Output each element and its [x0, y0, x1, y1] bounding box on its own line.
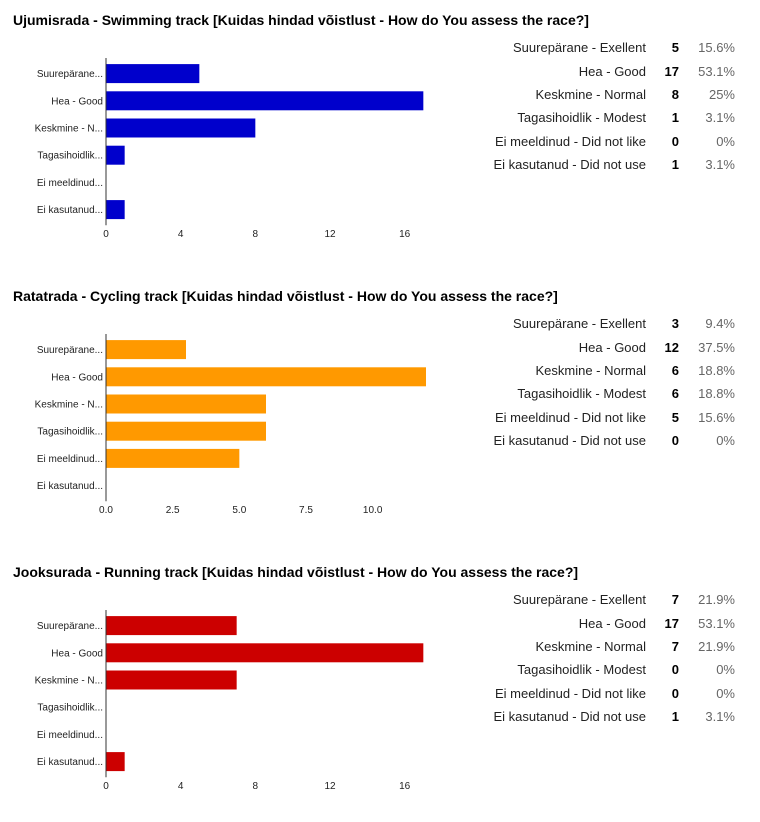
- cycling-bar-chart: [0, 276, 460, 546]
- bar: [106, 119, 255, 138]
- stats-percent: 0%: [716, 662, 735, 678]
- chart-title: Jooksurada - Running track [Kuidas hindad võistlust - How do You assess the race?]: [13, 564, 579, 580]
- stats-row: [460, 588, 735, 611]
- stats-label: Suurepärane - Exellent: [513, 40, 646, 56]
- bar: [106, 449, 239, 468]
- category-label: Ei kasutanud...: [36, 205, 103, 217]
- x-tick-label: 4: [177, 781, 184, 793]
- swimming-section: [0, 0, 760, 270]
- x-tick-label: 5.0: [232, 505, 247, 517]
- x-tick-label: 16: [399, 781, 411, 793]
- category-label: Tagasihoidlik...: [37, 702, 103, 714]
- cycling-section: [0, 276, 760, 546]
- bar: [106, 752, 125, 771]
- stats-label: Suurepärane - Exellent: [513, 592, 646, 608]
- stats-percent: 15.6%: [698, 409, 735, 425]
- stats-count: 7: [671, 638, 679, 654]
- chart-title: Ujumisrada - Swimming track [Kuidas hindad võistlust - How do You assess the race?]: [13, 12, 589, 28]
- stats-percent: 0%: [716, 685, 735, 701]
- stats-percent: 3.1%: [705, 709, 735, 725]
- stats-row: [460, 705, 735, 728]
- category-label: Keskmine - N...: [34, 123, 103, 135]
- stats-label: Tagasihoidlik - Modest: [517, 110, 646, 126]
- stats-percent: 3.1%: [705, 110, 735, 126]
- x-tick-label: 0: [103, 229, 109, 241]
- stats-count: 1: [671, 110, 679, 126]
- stats-row: [460, 406, 735, 429]
- x-tick-label: 4: [177, 229, 184, 241]
- category-label: Keskmine - N...: [34, 399, 103, 411]
- stats-label: Ei meeldinud - Did not like: [494, 685, 646, 701]
- stats-label: Ei meeldinud - Did not like: [494, 133, 646, 149]
- stats-count: 1: [671, 157, 679, 173]
- bar: [106, 64, 199, 83]
- swimming-bar-chart: [0, 0, 460, 270]
- x-tick-label: 12: [324, 229, 336, 241]
- stats-count: 8: [671, 86, 679, 102]
- category-label: Hea - Good: [51, 648, 103, 660]
- stats-row: [460, 153, 735, 176]
- cycling-stats-table: [460, 312, 735, 452]
- category-label: Ei meeldinud...: [36, 729, 103, 741]
- stats-row: [460, 382, 735, 405]
- stats-row: [460, 658, 735, 681]
- bar: [106, 146, 125, 165]
- stats-label: Keskmine - Normal: [535, 86, 646, 102]
- bar: [106, 367, 426, 386]
- stats-row: [460, 335, 735, 358]
- stats-percent: 53.1%: [698, 63, 735, 79]
- x-tick-label: 2.5: [165, 505, 180, 517]
- stats-count: 6: [671, 386, 679, 402]
- stats-row: [460, 635, 735, 658]
- x-tick-label: 16: [399, 229, 411, 241]
- running-section: [0, 552, 760, 822]
- category-label: Tagasihoidlik...: [37, 150, 103, 162]
- x-tick-label: 7.5: [299, 505, 313, 517]
- stats-percent: 3.1%: [705, 157, 735, 173]
- stats-label: Keskmine - Normal: [535, 638, 646, 654]
- stats-label: Ei kasutanud - Did not use: [493, 709, 646, 725]
- stats-percent: 21.9%: [698, 638, 735, 654]
- stats-percent: 18.8%: [698, 362, 735, 378]
- stats-row: [460, 312, 735, 335]
- stats-label: Ei kasutanud - Did not use: [493, 157, 646, 173]
- category-label: Ei meeldinud...: [36, 177, 103, 189]
- stats-percent: 15.6%: [698, 40, 735, 56]
- stats-count: 5: [671, 409, 679, 425]
- stats-row: [460, 106, 735, 129]
- stats-label: Keskmine - Normal: [535, 362, 646, 378]
- stats-percent: 25%: [708, 86, 735, 102]
- stats-count: 0: [671, 662, 679, 678]
- bar: [106, 395, 266, 414]
- stats-row: [460, 83, 735, 106]
- stats-count: 17: [664, 615, 679, 631]
- category-label: Ei kasutanud...: [36, 481, 103, 493]
- category-label: Ei kasutanud...: [36, 757, 103, 769]
- stats-row: [460, 359, 735, 382]
- stats-count: 17: [664, 63, 679, 79]
- stats-label: Ei kasutanud - Did not use: [493, 433, 646, 449]
- stats-row: [460, 682, 735, 705]
- stats-row: [460, 59, 735, 82]
- stats-label: Hea - Good: [578, 615, 646, 631]
- stats-percent: 0%: [716, 133, 735, 149]
- stats-label: Ei meeldinud - Did not like: [494, 409, 646, 425]
- x-tick-label: 8: [252, 781, 259, 793]
- x-tick-label: 0.0: [99, 505, 113, 517]
- bar: [106, 643, 423, 662]
- stats-percent: 9.4%: [705, 316, 735, 332]
- stats-label: Tagasihoidlik - Modest: [517, 662, 646, 678]
- stats-label: Hea - Good: [578, 339, 646, 355]
- stats-row: [460, 130, 735, 153]
- chart-title: Ratatrada - Cycling track [Kuidas hindad võistlust - How do You assess the race?]: [13, 288, 558, 304]
- bar: [106, 91, 423, 110]
- stats-label: Tagasihoidlik - Modest: [517, 386, 646, 402]
- stats-count: 0: [671, 433, 679, 449]
- running-stats-table: [460, 588, 735, 728]
- stats-percent: 21.9%: [698, 592, 735, 608]
- stats-count: 12: [664, 339, 679, 355]
- stats-count: 5: [671, 40, 679, 56]
- category-label: Hea - Good: [51, 372, 103, 384]
- stats-count: 3: [671, 316, 679, 332]
- stats-label: Suurepärane - Exellent: [513, 316, 646, 332]
- bar: [106, 340, 186, 359]
- stats-count: 6: [671, 362, 679, 378]
- bar: [106, 200, 125, 219]
- stats-percent: 53.1%: [698, 615, 735, 631]
- category-label: Suurepärane...: [36, 345, 103, 357]
- bar: [106, 422, 266, 441]
- running-bar-chart: [0, 552, 460, 808]
- stats-count: 7: [671, 592, 679, 608]
- stats-percent: 37.5%: [698, 339, 735, 355]
- swimming-stats-table: [460, 36, 735, 176]
- stats-row: [460, 611, 735, 634]
- category-label: Ei meeldinud...: [36, 453, 103, 465]
- x-tick-label: 12: [324, 781, 336, 793]
- category-label: Suurepärane...: [36, 69, 103, 81]
- stats-label: Hea - Good: [578, 63, 646, 79]
- stats-percent: 0%: [716, 433, 735, 449]
- x-tick-label: 8: [252, 229, 259, 241]
- category-label: Keskmine - N...: [34, 675, 103, 687]
- stats-row: [460, 36, 735, 59]
- x-tick-label: 10.0: [362, 505, 383, 517]
- category-label: Hea - Good: [51, 96, 103, 108]
- bar: [106, 671, 237, 690]
- category-label: Tagasihoidlik...: [37, 426, 103, 438]
- x-tick-label: 0: [103, 781, 109, 793]
- stats-percent: 18.8%: [698, 386, 735, 402]
- stats-count: 1: [671, 709, 679, 725]
- stats-row: [460, 429, 735, 452]
- stats-count: 0: [671, 685, 679, 701]
- category-label: Suurepärane...: [36, 621, 103, 633]
- bar: [106, 616, 237, 635]
- stats-count: 0: [671, 133, 679, 149]
